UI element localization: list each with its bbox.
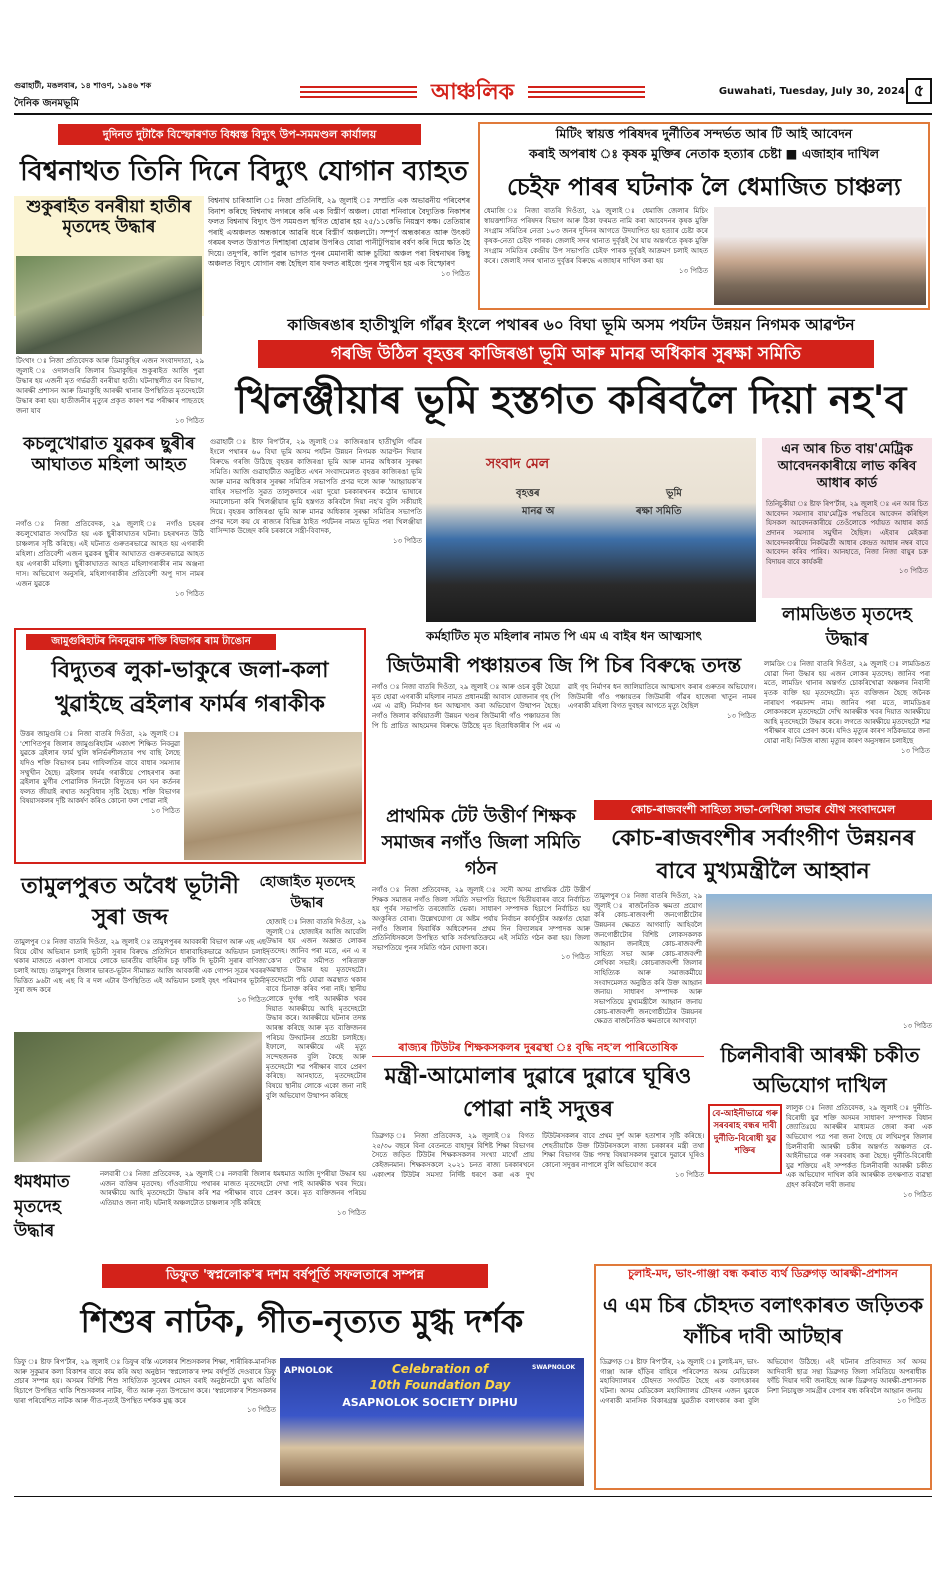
s4-headline: চেইফ পাৰৰ ঘটনাক লৈ ধেমাজিত চাঞ্চল্য (507, 173, 901, 201)
s2-body-text: টিংখাং ঃ নিজা প্ৰতিবেদক আৰু ডিমাকুছিৰ এজন সংবাদদাতা, ২৯ জুলাই ঃ ওদালগুৰি জিলাৰ ডিমাকুছিৰ শুকুৰাইত আজি পুৱা উদ্ধাৰ হয় এজনী মৃত গৰ্ভৱতী বনৰীয়া হাতী। ঘটনাস্থলীত বন বিভাগ, আৰক্ষী প্ৰশাসন আৰু ডিমাকুছি আৰক্ষী থানাৰ উপস্থিতিত মৃতদেহটো উদ্ধাৰ কৰা হয়। হাতীজনীৰ মৃত্যুৰ প্ৰকৃত কাৰণ শৱ পৰীক্ষাৰ পাছতহে জনা যাব (16, 357, 204, 415)
s3-body (16, 520, 204, 616)
s13-body-text: হোজাই ঃ নিজা বাতৰি দিওঁতা, ২৯ জুলাই ঃ হোজাইৰ আজি আবেলি উদ্ধাৰ হয় এজন অজ্ঞাত লোকৰ মৃতদেহ। জানিব পৰা মতে, এন এ ৰ 'কে'ন গেট'ৰ সমীপত পৰিত্যক্ত অৱস্থাত উদ্ধাৰ হয় মৃতদেহটো। মৃতদেহটো পচি যোৱা অৱস্থাত থকাৰ বাবে চিনাক্ত কৰিব পৰা নাই। স্থানীয় লোকে দুৰ্গন্ধ পাই আৰক্ষীক খবৰ দিয়াত আৰক্ষীয়ে আহি মৃতদেহটো উদ্ধাৰ কৰে। আৰক্ষীয়ে ঘটনাৰ তদন্ত আৰম্ভ কৰিছে আৰু মৃত ব্যক্তিজনৰ পৰিচয় উদ্ঘাটনৰ প্ৰচেষ্টা চলাইছে। ইফালে, আৰক্ষীয়ে এই মৃত্যু সন্দেহজনক বুলি কৈছে আৰু মৃতদেহটো শৱ পৰীক্ষাৰ বাবে প্ৰেৰণ কৰিছে। আনহাতে, মৃতদেহটোৰ বিষয়ে স্থানীয় লোকে একো জনা নাই বুলি অভিযোগ উত্থাপন কৰিছে (266, 918, 366, 1100)
s15-cont: ১৩ পিঠিত (674, 1170, 704, 1179)
s18-kicker: চুলাই-মদ, ভাং-গাঞ্জা বন্ধ কৰাত ব্যৰ্থ ডিব্ৰুগড় আৰক্ষী-প্ৰশাসন (628, 1267, 898, 1280)
s7-body (764, 660, 930, 788)
s5-line1: কাজিৰঙাৰ হাতীখুলি গাঁৱৰ ইংলে পথাৰৰ ৬০ বিঘা ভূমি অসম পৰ্যটন উন্নয়ন নিগমক আৱণ্টন (287, 316, 855, 334)
s17-banner-logo: SWAPNOLOK (532, 1364, 576, 1371)
s15-kicker: ৰাজ্যৰ টিউটৰ শিক্ষকসকলৰ দুৰৱস্থা ঃ বৃদ্ধি নহ'ল পাৰিতোষিক (372, 1040, 704, 1057)
masthead-rule (14, 113, 932, 115)
s5-body (210, 438, 422, 618)
s2-cont: ১৩ পিঠিত (174, 416, 204, 425)
s7-cont: ১৩ পিঠিত (900, 746, 930, 755)
s17-body (14, 1358, 276, 1484)
s7-headline: লামডিঙত মৃতদেহ উদ্ধাৰ (782, 604, 912, 651)
s11-cont: ১৩ পিঠিত (902, 1022, 932, 1030)
s11-body-col1 (594, 892, 702, 1026)
s9-body-text: নগাঁও ঃ নিজা বাতৰি দিওঁতা, ২৯ জুলাই ঃ আৰু ওচৰ বুড়ী হৈয়ো মৃত হোৱা এগৰাকী মহিলাৰ নামত প্ৰধানমন্ত্ৰী আবাস যোজনাৰ গৃহ (পি এম এ ৱাই) নিৰ্মাণৰ ধন আত্মসাৎ কৰা অভিযোগ উত্থাপন হৈছে। নগাঁও জিলাৰ কথিয়াতলী উন্নয়ন খণ্ডৰ জিউমাৰী গাঁও পঞ্চায়তৰ জি পি চি প্ৰাচিত আহমেদৰ বিৰুদ্ধে উঠিছে মৃত হিতাধিকাৰীৰ পি এম এ ৱাই গৃহ নিৰ্মাণৰ ধন জালিয়াতিৰে আত্মসাৎ কৰাৰ গুৰুতৰ অভিযোগ। জিউমাৰী গাঁও পঞ্চায়তৰ জিউমাৰী গাঁৱৰ হাজেৰা খাতুন নামৰ এগৰাকী মহিলা বিগত দুবছৰ আগতে মৃত্যু হৈছিল (372, 683, 756, 730)
s7-body-text: লামডিং ঃ নিজা বাতৰি দিওঁতা, ২৯ জুলাই ঃ লামডিঙত যোৱা দিনা উদ্ধাৰ হয় এজন লোকৰ মৃতদেহ। জানিব পৰা মতে, লামডিং থানাৰ অন্তৰ্গত চোকৰিখোৱা অঞ্চলৰ নিবাসী মৃতক ব্যক্তি হয় মৃতদেহটো। মৃত ব্যক্তিজন হৈছে জনৈক নাৰায়ণ পৰমানন্দ নাম। জানিব পৰা মতে, লামডিঙৰ লোকসকলে মৃতদেহটো দেখি আৰক্ষীক খবৰ দিয়াত আৰক্ষীয়ে আহি মৃতদেহটো উদ্ধাৰ কৰে। লগতে আৰক্ষীয়ে মৃতদেহটো শৱ পৰীক্ষাৰ বাবে প্ৰেৰণ কৰে। যদিও মৃত্যুৰ কাৰণ সঠিকভাৱে জনা যোৱা নাই। নিউজ ৰাজ্য মৃত্যুৰ কাৰণ অনুসন্ধান চলাইছে (764, 660, 930, 746)
s12-body-text: তামুলপুৰ ঃ নিজা বাতৰি দিওঁতা, ২৯ জুলাই ঃ তামুলপুৰৰ আবকাৰী বিভাগ আৰু এছ এছ বিয়ে যৌথ অভিযান চলাই ভূটানী সুৰাৰ বিৰুদ্ধে প্ৰতিদিনে ধাৰাবাহিকভাৱে অভিযান চলাই থকাৰ মাজতে একাংশ বাসায়ে লোকে ভাৰতীয় বাহিনীৰ চকু ফাঁকি দি ভূটানী সুৰাৰ বাণিজ্য চলাই আছে। তামুলপুৰ জিলাৰ ভাৰত-ভূটান সীমান্তত আজি আবকাৰী এক গোপন সূত্ৰৰ খবৰৰ ভিত্তিত ৯৬টা এছ এছ বি ৰ দল এটাৰ উপস্থিতিত এই অভিযান চলাই বৃহৎ পৰিমাণৰ ভূটানী সুৰা জব্দ কৰে (14, 938, 266, 995)
s8-body-text: উত্তৰ জামুগুৰি ঃ নিজা বাতৰি দিওঁতা, ২৯ জুলাই ঃ 'শোণিতপুৰ জিলাৰ জামুগুৰিহাটৰ একাংশ শিক্ষিত নিবনুৱা যুৱকে ব্ৰইলাৰ ফাৰ্ম খুলি স্বনিৰ্ভৰশীলতাৰ পথ বাছি লৈছে যদিও শক্তি বিভাগৰ চৰম গাফিলতিৰ বাবে বাধাৰ সমস্যাৰ সম্মুখীন হৈছে। ব্ৰইলাৰ ফাৰ্মৰ গৰাকীয়ে পোহৰণাৰ কৰা ব্ৰইলাৰ মুৰ্গীৰ পোৱালিক দিনটো বিদ্যুতৰ ঘন ঘন কৰ্তনৰ ফলত জীয়াই ৰখাত অসুবিধাৰ সৃষ্টি হৈছে। শক্তি বিভাগৰ বিষয়াসকলৰ দৃষ্টি আকৰ্ষণ কৰিও কোনো ফল পোৱা নাই (20, 730, 180, 806)
s4-body (484, 207, 708, 307)
s17-photo-celebration (280, 1358, 584, 1486)
s18-body (600, 1358, 926, 1486)
s15-headline: মন্ত্ৰী-আমোলাৰ দুৱাৰে দুৱাৰে ঘূৰিও পোৱা নাই সদুত্তৰ (384, 1064, 692, 1122)
s16-side-kicker: বে-আইনীভাৱে গৰু সৰবৰাহ বন্ধৰ দাবী দুৰ্নীতি-বিৰোধী যুৱ শক্তিৰ (712, 1109, 778, 1156)
s5-photo-banner-1: সংবাদ মেল (486, 456, 550, 472)
s5-body-text: গুৱাহাটী ঃ ষ্টাফ ৰিপ'ৰ্টাৰ, ২৯ জুলাই ঃ কাজিৰঙাৰ হাতীখুলি গাঁৱৰ ইংলে পথাৰৰ ৬০ বিঘা ভূমি অসম পৰ্যটন উন্নয়ন নিগমক আৱণ্টন দিয়াৰ বিৰুদ্ধে গৰজি উঠিছে বৃহত্তৰ কাজিৰঙা ভূমি আৰু মানৱ অধিকাৰ সুৰক্ষা সমিতি। আজি গুৱাহাটীত অনুষ্ঠিত এখন সংবাদমেলত বৃহত্তৰ কাজিৰঙা ভূমি আৰু মানৱ অধিকাৰ সুৰক্ষা সমিতিৰ সভাপতি প্ৰণৱ দলে আৰু 'আহ্বায়ক'ৰ বাহিৰ সভাপতি সুৱত তালুকদাৰে এয়া দুয়ো চৰকাৰখনৰ কঠোৰ ভাষাৰে সমালোচনা কৰি খিলঞ্জীয়াৰ ভূমি হস্তগত কৰিবলৈ দিয়া নহ'ব বুলি সকীয়াই দিয়ে। বৃহত্তৰ কাজিৰঙা ভূমি আৰু মানৱ অধিকাৰ সুৰক্ষা সমিতিৰ সভাপতি প্ৰণৱ দলে কয় যে ৰাজ্যৰ বিভিন্ন ঠাইত পৰ্যটনৰ নামত ভূমিত পৰা খিলঞ্জীয়া বাসিন্দাক উচ্ছেদ কৰি চৰকাৰে সন্ত্ৰী-বিবাদক, (210, 438, 422, 536)
s11-cont-wrap (706, 1020, 932, 1032)
s6-body-text: তিনিচুকীয়া ঃ ষ্টাফ ৰিপ'ৰ্টাৰ, ২৯ জুলাই ঃ এন আৰ চিত আবেদন সমস্যাৰ বায়'মেট্ৰিক পদ্ধতিৰে আবেদন কৰিছিল যিসকল আবেদনকাৰীয়ে তেওঁলোকে পৰ্যায়ত আধাৰ কাৰ্ড প্ৰদানৰ সমস্যাৰ সমুখীন হৈছিল। এইবাৰ মেইকৰা আবেদনকাৰীয়ে নিকটৱৰ্তী আধাৰ কেন্দ্ৰত আধাৰ নম্বৰ বাবে আবেদন কৰিব পাৰিব। আনহাতে, নিজা নিজা বায়ুৰ চক্ৰ বিদায়ৰ বাবে কাৰ্যকৰী (766, 500, 928, 566)
s11-kicker: কোচ-ৰাজবংশী সাহিত্য সভা-লেখিকা সভাৰ যৌথ সংবাদমেল (594, 800, 932, 820)
s5-photo-banner-3: ভূমি (666, 488, 682, 499)
s18-body-text: ডিব্ৰুগড় ঃ ষ্টাফ ৰিপ'ৰ্টাৰ, ২৯ জুলাই ঃ চুলাই-মদ, ভাং-গাঞ্জা আৰু হাঁড়িৰ বাহিৰে পৰিবেশত অসম মেডিকেল মহাবিদ্যালয়ৰ চৌহদত সংঘটিত হৈছে এক বলাৎকাৰৰ ঘটনা। অসম মেডিকেল মহাবিদ্যালয় চৌহদৰ এজন যুৱকে এগৰাকী মানসিক বিকাৰগ্ৰস্ত যুৱতীক বলাৎকাৰ কৰা বুলি অভিযোগ উঠিছে। এই ঘটনাৰ প্ৰতিবাদত সৰ্ব অসম আদিবাসী ছাত্ৰ সন্থা ডিব্ৰুগড় জিলা সমিতিয়ে অপৰাধীক ফাঁচি দিয়াৰ দাবী জনাইছে আৰু ডিব্ৰুগড় আৰক্ষী-প্ৰশাসনক নিশা নিচাযুক্ত সামগ্ৰীৰ বেপাৰ বন্ধ কৰিবলৈ আহ্বান জনায় (600, 1358, 926, 1405)
s3-cont: ১৩ পিঠিত (174, 589, 204, 598)
s18-headline: এ এম চিৰ চৌহদত বলাৎকাৰত জড়িতক ফাঁচিৰ দাবী আটছাৰ (602, 1293, 924, 1348)
s17-banner-line1: Celebration of (391, 1362, 489, 1376)
s17-kicker: ডিফুত 'স্বপ্নলোক'ৰ দশম বৰ্ষপূৰ্তি সফলতাৰে সম্পন্ন (102, 1264, 488, 1288)
s2-photo-elephant (16, 256, 202, 354)
paper-name: দৈনিক জনমভূমি (14, 98, 79, 109)
date-line: গুৱাহাটী, মঙলবাৰ, ১৪ শাওণ, ১৯৪৬ শক (14, 81, 152, 90)
s8-photo-poultry-farm (184, 732, 362, 860)
s12-photo-seizure (14, 1032, 262, 1162)
s15-body-text: ডিব্ৰুগড় ঃ নিজা প্ৰতিবেদক, ২৯ জুলাই ঃ বিগত ২৫/৩০ বছৰে বিনা বেতনতে বাহাদুৰ বিশিষ্ট শিক্ষা বিভাগৰ সৈতে জড়িত টিউটৰ শিক্ষকসকলৰ সংখ্যা মাথোঁ প্ৰায় কেইজনমান। শিক্ষকসকলে ২০২১ চনত ৰাজ্য চৰকাৰখনে একাংশৰ টিউটৰ সমস্যা নিৰ্দিষ্ট ধৰণে কৰা এক দুখ টিউটৰসকলৰ বাবে প্ৰথম দুৰ্শ আৰু হতাশাৰ সৃষ্টি কৰিছে। শেহতীয়াকৈ উক্ত টিউটৰসকলে ৰাজ্য চৰকাৰৰ মন্ত্ৰী তথা শিক্ষা বিভাগৰ উচ্চ পদস্থ বিষয়াসকলৰ দুৱাৰে দুৱাৰে ঘূৰিও কোনো সদুত্তৰ নাপালে বুলি অভিযোগ কৰে (372, 1132, 704, 1179)
s18-cont: ১৩ পিঠিত (896, 1396, 926, 1405)
s11-photo-press-meet (706, 894, 932, 984)
s10-headline: প্ৰাথমিক টেট উত্তীৰ্ণ শিক্ষক সমাজৰ নগাঁও জিলা সমিতি গঠন (381, 806, 581, 880)
s9-cont: ১৩ পিঠিত (726, 711, 756, 720)
s6-headline: এন আৰ চিত বায়'মেট্ৰিক আবেদনকাৰীয়ে লাভ কৰিব আধাৰ কাৰ্ড (777, 442, 917, 491)
s15-body (372, 1132, 704, 1258)
s3-body-text: নগাঁও ঃ নিজা প্ৰতিবেদক, ২৯ জুলাই ঃ নগাঁও চহৰৰ কচলুখোৱাত সংঘটিত হয় এক ছুৰীকাঘাতৰ ঘটনা। চহৰখনত উঠি চাঞ্চল্যৰ সৃষ্টি কৰিছে। এই ঘটনাত গুৰুতৰভাৱে আহত হয় এগৰাকী মহিলা। প্ৰতিবেশী এজন যুৱকৰ ছুৰীৰ আঘাতত গুৰুতৰভাৱে আহত হয় এগৰাকী মহিলা। ছুৰীকাঘাতত আহত মহিলাগৰাকীৰ নাম অঞ্জনা দাস। অভিযোগ অনুসৰি, মহিলাগৰাকীৰ প্ৰতিবেশী অপু দাস নামৰ এজন যুৱকে (16, 520, 204, 588)
s4-photo-press-meet (714, 207, 926, 305)
s5-photo-banner-5: ৰক্ষা সমিতি (636, 506, 682, 517)
s1-body (208, 196, 470, 306)
s17-body-text: ডিফু ঃ ষ্টাফ ৰিপ'ৰ্টাৰ, ২৯ জুলাই ঃ ডিফুৰ বস্তি এলেকাৰ শিশুসকলৰ শিক্ষা, শাৰীৰিক-মানসিক আৰু সুকুমাৰ কলা বিকাশৰ বাবে কাম কৰি অহা অনুষ্ঠান 'স্বপ্নলোক'ৰ দশম বৰ্ষপূৰ্তি দেওবাৰে ডিফু প্ৰচাৰ সম্পন্ন হয়। অসমৰ বিশিষ্ট শিশু সাহিত্যিক সুৰেশ্বৰ মোহন বৰাই অনুষ্ঠানটো মুখ্য অতিথি হিচাপে উপস্থিত থাকি শিশুসকলৰ নাটক, গীত আৰু নৃত্য উপভোগ কৰে। 'স্বপ্নলোক'ৰ শিশুসকলৰ দ্বাৰা পৰিবেশিত নাটক আৰু গীত-নৃত্যই উপস্থিত দৰ্শকক মুগ্ধ কৰে (14, 1358, 276, 1405)
s17-headline: শিশুৰ নাটক, গীত-নৃত্যত মুগ্ধ দৰ্শক (80, 1302, 524, 1340)
s17-cont: ১৩ পিঠিত (246, 1406, 276, 1415)
s17-banner-line3: ASAPNOLOK SOCIETY DIPHU (342, 1396, 518, 1409)
s12-headline: তামুলপুৰত অবৈধ ভূটানী সুৰা জব্দ (21, 874, 239, 930)
s5-photo-banner-2: বৃহত্তৰ (516, 488, 540, 499)
section-title: আঞ্চলিক (417, 80, 528, 105)
s4-body-text: ধেমাজি ঃ নিজা বাতৰি দিওঁতা, ২৯ জুলাই ঃ ধেমাজি জেলাৰ মিচিং স্বায়ত্তশাসিত পৰিষদৰ বিভাগ আৰু ঠিকা ফৰমত নামি কৰা আবেদনৰ কৃষক মুক্তি সংগ্ৰাম সমিতিৰ নেতা ১০৩ জনৰ দুদিনৰ আগতে উদযাপিত হয় হত্যাৰ চেষ্টা কৰে কৃষক-নেতা চেইফ পাৰক। জেলাই সদৰ থানাত দুৰ্বৃত্তই থৈ যায় অন্তৰ্গতে কৃষক মুক্তি সংগ্ৰাম সমিতিৰ কেন্দ্ৰীয় উপ সভাপতি চেইফ পাৰক দুৰ্বৃত্তই আক্ৰমণ চলাই আহত কৰে। জেলাই সদৰ থানাত দুৰ্বৃত্তৰ বিৰুদ্ধে এজাহাৰ দাখিল কৰা হয় (484, 207, 708, 265)
s14-headline: ধমধমাত মৃতদেহ উদ্ধাৰ (14, 1172, 70, 1242)
s1-cont: ১৩ পিঠিত (440, 269, 470, 278)
s16-cont: ১৩ পিঠিত (902, 1190, 932, 1199)
s15-kicker-wrap (372, 1040, 704, 1058)
s5-headline: খিলঞ্জীয়াৰ ভূমি হস্তগত কৰিবলৈ দিয়া নহ'ব (235, 378, 907, 423)
s5-cont: ১৩ পিঠিত (392, 537, 422, 546)
s2-headline: শুকুৰাইত বনৰীয়া হাতীৰ মৃতদেহ উদ্ধাৰ (26, 197, 192, 237)
s17-banner-left: APNOLOK (284, 1366, 333, 1376)
s1-kicker: দুদিনত দুটাকৈ বিস্ফোৰণত বিধ্বস্ত বিদ্যুৎ উপ-সমমণ্ডল কাৰ্যালয় (58, 124, 421, 145)
s3-headline: কচলুখোৱাত যুৱকৰ ছুৰীৰ আঘাতত মহিলা আহত (23, 434, 195, 476)
s16-body (786, 1104, 932, 1258)
s5-kicker: গৰজি উঠিল বৃহত্তৰ কাজিৰঙা ভূমি আৰু মানৱ অধিকাৰ সুৰক্ষা সমিতি (258, 340, 874, 368)
s8-cont: ১৩ পিঠিত (150, 807, 180, 816)
s14-body (100, 1170, 366, 1258)
s13-headline: হোজাইত মৃতদেহ উদ্ধাৰ (259, 874, 355, 911)
s13-body (266, 918, 366, 1158)
s9-headline: জিউমাৰী পঞ্চায়তৰ জি পি চিৰ বিৰুদ্ধে তদন্ত (386, 653, 742, 677)
s5-photo-banner-4: মানৱ অ (522, 506, 555, 517)
s8-headline: বিদ্যুতৰ লুকা-ভাকুৰে জলা-কলা খুৱাইছে ব্ৰইলাৰ ফাৰ্মৰ গৰাকীক (51, 658, 329, 718)
s5-photo-press-conference (426, 438, 756, 622)
s10-body (372, 886, 590, 1032)
s11-headline: কোচ-ৰাজবংশীৰ সৰ্বাংগীণ উন্নয়নৰ বাবে মুখ্যমন্ত্ৰীলৈ আহ্বান (611, 826, 915, 884)
s16-body-text: লালুক ঃ নিজা প্ৰতিবেদক, ২৯ জুলাই ঃ দুৰ্নীতি-বিৰোধী যুৱ শক্তি অসমৰ সাধাৰণ সম্পাদক বিধান জ্যোতিঃয়ে আৰক্ষীৰ মাধ্যমত জেৰা কৰা এক অভিযোগ পত্ৰ পৰা জনা গৈছে যে লখিমপুৰ জিলাৰ চিলনীবাৰী আৰক্ষী চকীৰ অন্তৰ্গত অঞ্চলত বে-আইনীভাৱে গৰু সৰবৰাহ কৰা হৈছে। দুৰ্নীতি-বিৰোধী যুৱ শক্তিয়ে এই সম্পৰ্কত চিলনীবাৰী আৰক্ষী চকীত এক অভিযোগ দাখিল কৰি আৰক্ষীক তৎক্ষণাত ব্যৱস্থা গ্ৰহণ কৰিবলৈ দাবী জনায় (786, 1104, 932, 1190)
s9-body (372, 683, 756, 795)
masthead-left (14, 80, 234, 110)
s12-body (14, 938, 266, 1030)
s16-side-box (708, 1104, 782, 1174)
s12-cont: ১৩ পিঠিত (236, 995, 266, 1004)
s14-cont: ১৩ পিঠিত (336, 1208, 366, 1217)
s8-kicker: জামুগুৰিহাটৰ নিবনুৱাক শক্তি বিভাগৰ ৰাম টাঙোন (26, 634, 276, 650)
s8-body (20, 730, 180, 862)
s2-body (16, 357, 204, 429)
s4-kicker1: মিটিং স্বায়ত্ত পৰিষদৰ দুৰ্নীতিৰ সন্দৰ্ভত আৰ টি আই আবেদন (555, 126, 853, 141)
s6-cont: ১৩ পিঠিত (898, 567, 928, 576)
s1-headline: বিশ্বনাথত তিনি দিনে বিদ্যুৎ যোগান ব্যাহত (20, 156, 468, 187)
city-date: Guwahati, Tuesday, July 30, 2024 (718, 86, 905, 97)
s9-kicker: কৰ্মহাটিত মৃত মহিলাৰ নামত পি এম এ বাইৰ ধন আত্মসাৎ (426, 629, 702, 643)
s6-body (766, 500, 928, 596)
s4-cont: ১৩ পিঠিত (678, 266, 708, 275)
s1-body-text: বিশ্বনাথ চাৰিআলি ঃ নিজা প্ৰতিনিধি, ২৯ জুলাই ঃ সম্প্ৰতি এক অভাৱনীয় পৰিবেশৰ বিনাশ কৰিছে বিশ্বনাথ নগৰৰে কৰি এক বিস্তীৰ্ণ অঞ্চল। যোৱা শনিবাৰে বৈদ্যুতিক নিকাশৰ ফলত বিশ্বনাথ বিদ্যুৎ উপ সমমণ্ডল স্থগিত হোৱাৰ হয় ২৫/১১কেভি নিয়ন্ত্ৰণ কক্ষ। তেতিয়াৰ পৰাই এঅঞ্চলত অন্ধকাৰে আৱৰি ধৰে বিস্তীৰ্ণ অঞ্চলটো। সম্পূৰ্ণ অন্ধকাৰত আৰু উৎকট গৰমৰ ফলত উত্তাপত দিশাহাৰা হোৱাৰ উপৰিও যোৱা পানীটুপিয়াৰ বৰ্ষণ কৰি দিয়ে ক্ষতি হৈ দিয়ে। তদুপৰি, কালি পুৱাৰ ভাগত পুনৰ মেমানাৰী আৰু চুটিয়া অঞ্চল পৰা বিশ্বনাথৰ কিছু অঞ্চলত বিদ্যুৎ যোগান বন্ধ হৈছিল যাৰ ফলত ৰাইজে পুনৰ সন্মুখীন হয় এক বিস্ফোৰণ (208, 196, 470, 269)
s17-banner-line2: 10th Foundation Day (369, 1378, 511, 1392)
footer-rule (14, 1496, 932, 1497)
s4-kicker2: কৰাই অপৰাধ ঃ কৃষক মুক্তিৰ নেতাক হত্যাৰ চেষ্টা ■ এজাহাৰ দাখিল (528, 146, 880, 161)
s11-body-text: তামুলপুৰ ঃ নিজা বাতৰি দিওঁতা, ২৯ জুলাই ঃ ৰাজনৈতিক ক্ষমতা প্ৰয়োগ কৰি কোচ-ৰাজবংশী জনগোষ্ঠীটোৰ উন্নয়নৰ ক্ষেত্ৰত আগবাঢ়ি আহিবলৈ জনগোষ্ঠীটোৰ বিশিষ্ট লোকসকলক আহ্বান জনাইছে কোচ-ৰাজবংশী সাহিত্য সভা আৰু কোচ-ৰাজবংশী লেখিকা সভাই। কোচৰাজবংশী জিলাৰ সাহিত্যিক আৰু সমাজকৰ্মীয়ে সংবাদমেলত অনুষ্ঠিত কৰি উক্ত আহ্বান জনায়। সাধাৰণ সম্পাদক আৰু সভাপতিয়ে মুখ্যমন্ত্ৰীলৈ আহ্বান জনায় কোচ-ৰাজবংশী জনগোষ্ঠীটোৰ উন্নয়নৰ ক্ষেত্ৰত ৰাজনৈতিক ক্ষমতাৰে আগবাঢ়া (594, 892, 702, 1026)
s10-body-text: নগাঁও ঃ নিজা প্ৰতিবেদক, ২৯ জুলাই ঃ সদৌ অসম প্ৰাথমিক টেট উত্তীৰ্ণ শিক্ষক সমাজৰ নগাঁও জিলা সমিতি সভাপতি হিচাপে দ্বিতীয়বাৰৰ বাবে নিৰ্বাচিত হয় পূৰ্বৰ সভাপতি তৰজোতি ভেকা। সাধাৰণ সম্পাদক হিচাপে নিৰ্বাচিত হয় অংকুৰিত বোৰা। উল্লেখযোগ্য যে অষ্টম পৰ্যায় নিৰ্বাচন কাৰ্যসূচীৰ অন্তৰ্গত হোৱা নগাঁও জিলাৰ দ্বিবাৰ্ষিক অধিবেশনৰ প্ৰথম দিন বিদ্যালয়ৰ সম্পাদক আৰু প্ৰতিনিধিসকলে উপস্থিত থাকি সৰ্বসন্মতিক্ৰমে এই সমিতি গঠন কৰা হয়। জিলা সভাপতিয়ে পুনৰ সমিতি গঠন ঘোষণা কৰে। (372, 886, 590, 952)
s10-cont: ১৩ পিঠিত (560, 953, 590, 962)
s16-headline: চিলনীবাৰী আৰক্ষী চকীত অভিযোগ দাখিল (720, 1043, 920, 1097)
page-number: ৫ (906, 78, 932, 104)
s14-body-text: নলবাৰী ঃ নিজা প্ৰতিবেদক, ২৯ জুলাই ঃ নলবাৰী জিলাৰ ধমধমাত আজি দুপৰীয়া উদ্ধাৰ হয় এজন ব্যক্তিৰ মৃতদেহ। গাঁওবাসীয়ে পথাৰৰ মাজত মৃতদেহটো দেখা পাই আৰক্ষীক খবৰ দিয়ে। আৰক্ষীয়ে আহি মৃতদেহটো উদ্ধাৰ কৰি শৱ পৰীক্ষাৰ বাবে প্ৰেৰণ কৰে। মৃত ব্যক্তিজনৰ পৰিচয় এতিয়াও জনা নাই। ঘটনাই অঞ্চলটোত চাঞ্চল্যৰ সৃষ্টি কৰিছে (100, 1170, 366, 1207)
section-header (300, 78, 645, 110)
